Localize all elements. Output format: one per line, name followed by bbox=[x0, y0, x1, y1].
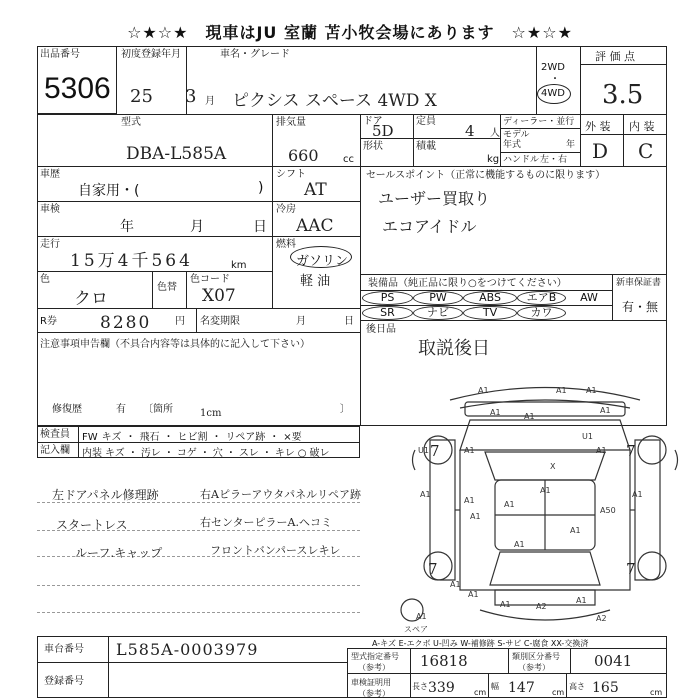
equipment-item-7: ナビ bbox=[413, 306, 463, 320]
checker-row-1-item: ・ bbox=[269, 432, 280, 443]
shift-value: AT bbox=[304, 180, 327, 200]
checker-row-1-item: ・ bbox=[163, 432, 174, 443]
checker-row-2-item: 破レ bbox=[309, 448, 330, 459]
equipment-item-1: PS bbox=[362, 291, 413, 305]
damage-mark: A1 bbox=[540, 486, 551, 495]
first-registration-label: 初度登録年月 bbox=[121, 49, 181, 60]
height-unit: cm bbox=[650, 688, 663, 697]
checker-row-2-item: ・ bbox=[163, 448, 174, 459]
warranty-label: 新車保証書 bbox=[616, 278, 662, 288]
first-registration-month-unit: 月 bbox=[205, 96, 215, 107]
color-code-label: 色コード bbox=[190, 274, 230, 285]
name-change-label: 名変期限 bbox=[200, 316, 240, 327]
back-order-label: 後日品 bbox=[366, 324, 396, 335]
color-code-value: X07 bbox=[202, 286, 236, 306]
checker-row-2 bbox=[82, 444, 332, 459]
checker-row-1-item: ヒビ割 bbox=[177, 432, 208, 443]
recycle-value: 8280 bbox=[100, 313, 152, 333]
length-label: 長さ bbox=[412, 682, 428, 691]
checker-row-1 bbox=[82, 428, 306, 443]
equipment-label: 装備品（純正品に限り○をつけてください） bbox=[368, 278, 567, 289]
drive-2wd: 2WD bbox=[541, 62, 565, 73]
color-label: 色 bbox=[40, 274, 50, 285]
capacity-unit: 人 bbox=[490, 128, 500, 139]
damage-mark: A1 bbox=[468, 590, 479, 599]
checker-row-2-item: 汚レ bbox=[140, 448, 161, 459]
damage-mark: A1 bbox=[576, 596, 587, 605]
checker-row-1-item: 飛石 bbox=[139, 432, 160, 443]
model-name-value: ピクシス スペース 4WD X bbox=[232, 91, 437, 111]
damage-mark: A1 bbox=[632, 490, 643, 499]
equipment-item-6: SR bbox=[362, 306, 413, 320]
reg-cert-sub: （参考） bbox=[358, 689, 390, 698]
checker-row-1-item: キズ bbox=[101, 432, 122, 443]
chassis-value: L585A-0003979 bbox=[116, 640, 259, 659]
fuel-label: 燃料 bbox=[276, 239, 296, 250]
damage-mark: A1 bbox=[596, 446, 607, 455]
equipment-item-3: ABS bbox=[463, 291, 517, 305]
checker-row-2-item: スレ bbox=[238, 448, 259, 459]
model-year-label-2: 年式 bbox=[503, 140, 522, 150]
history-value: 自家用・( bbox=[78, 183, 140, 199]
height-value: 165 bbox=[592, 680, 619, 696]
recycle-label: R券 bbox=[40, 316, 57, 327]
mileage-value: 15万4千564 bbox=[70, 251, 193, 271]
damage-mark: U1 bbox=[582, 432, 593, 441]
width-label: 幅 bbox=[491, 682, 499, 691]
damage-mark: A1 bbox=[478, 386, 489, 395]
recycle-unit: 円 bbox=[175, 316, 185, 327]
doors-value: 5D bbox=[372, 122, 394, 140]
first-registration-year: 25 bbox=[130, 86, 153, 107]
load-unit: kg bbox=[487, 154, 500, 165]
equipment-item-5: AW bbox=[580, 291, 598, 304]
fuel-gasoline-circle bbox=[290, 246, 352, 268]
dealer-label: ディーラー・並行 bbox=[503, 117, 575, 127]
inspection-year-unit: 年 bbox=[120, 219, 134, 235]
checker-row-2-item: キズ bbox=[105, 448, 125, 459]
class-value: 0041 bbox=[594, 652, 633, 670]
inspection-day-unit: 日 bbox=[253, 219, 267, 235]
checker-row-1-item: リペア跡 bbox=[225, 432, 266, 443]
damage-mark: A50 bbox=[600, 506, 616, 515]
damage-legend: A-キズ E-エクボ U-凹み W-補修跡 S-サビ C-腐食 XX-交換済 bbox=[372, 639, 589, 648]
damage-mark: A1 bbox=[586, 386, 597, 395]
history-label: 車歴 bbox=[40, 169, 60, 180]
mileage-unit: km bbox=[231, 260, 247, 271]
checker-row-2-item: ・ bbox=[127, 448, 138, 459]
model-name-label: 車名・グレード bbox=[220, 49, 290, 60]
notes-label: 注意事項申告欄（不具合内容等は具体的に記入して下さい） bbox=[40, 339, 310, 350]
checker-row-2-item: ・ bbox=[225, 448, 236, 459]
handwritten-note-3: スタートレス bbox=[56, 518, 128, 532]
tire-mark: 7 bbox=[428, 560, 438, 578]
damage-mark: A1 bbox=[570, 526, 581, 535]
damage-mark: A1 bbox=[600, 406, 611, 415]
checker-row-1-item: FW bbox=[82, 432, 98, 443]
damage-mark: A1 bbox=[464, 446, 475, 455]
color-value: クロ bbox=[74, 289, 108, 309]
damage-mark: X bbox=[550, 462, 556, 471]
lot-number-value: 5306 bbox=[44, 72, 111, 105]
checker-label-2: 記入欄 bbox=[40, 445, 70, 456]
type-cert-sub: （参考） bbox=[358, 663, 390, 672]
name-change-month-unit: 月 bbox=[296, 316, 306, 327]
handle-options: 左・右 bbox=[540, 155, 568, 165]
sales-point-label: セールスポイント（正常に機能するものに限ります） bbox=[366, 170, 606, 181]
damage-mark: A2 bbox=[596, 614, 607, 623]
checker-label-1: 検査員 bbox=[40, 429, 70, 440]
reg-cert-label: 車検証明用 bbox=[351, 678, 391, 687]
damage-mark: A1 bbox=[420, 490, 431, 499]
shift-label: シフト bbox=[276, 169, 306, 180]
handwritten-note-4: 右センターピラーA.ヘコミ bbox=[200, 516, 332, 529]
tire-mark: 7 bbox=[626, 560, 636, 578]
checker-row-2-item: 内装 bbox=[82, 448, 102, 459]
fuel-gasoline: ガソリン bbox=[296, 254, 349, 269]
damage-mark: A1 bbox=[490, 408, 501, 417]
equipment-item-9: カワ bbox=[517, 306, 566, 320]
handwritten-note-6: フロントバンパースレキレ bbox=[210, 544, 341, 557]
sales-point-line-1: ユーザー買取り bbox=[378, 189, 491, 208]
tire-mark: 7 bbox=[430, 442, 440, 460]
interior-label: 内 装 bbox=[629, 120, 655, 133]
equipment-item-8: TV bbox=[463, 306, 517, 320]
sales-point-line-2: エコアイドル bbox=[382, 217, 477, 236]
height-label: 高さ bbox=[569, 682, 585, 691]
checker-note-top: 1cm bbox=[200, 408, 222, 419]
damage-mark: U1 bbox=[418, 446, 429, 455]
damage-mark: A1 bbox=[514, 540, 525, 549]
model-year-unit: 年 bbox=[566, 140, 576, 150]
checker-row-1-item: ・ bbox=[125, 432, 136, 443]
inspection-month-unit: 月 bbox=[190, 219, 204, 235]
checker-row-2-item: 穴 bbox=[212, 448, 223, 459]
damage-mark: A1 bbox=[450, 580, 461, 589]
checker-row-2-item: コゲ bbox=[176, 448, 197, 459]
displacement-label: 排気量 bbox=[276, 117, 306, 128]
length-unit: cm bbox=[474, 688, 487, 697]
color-change-label: 色替 bbox=[157, 282, 177, 293]
handwritten-note-2: 右Aピラーアウタパネルリペア跡 bbox=[200, 488, 361, 501]
damage-mark: A1 bbox=[556, 386, 567, 395]
repair-bracket-open: 〔箇所 bbox=[143, 404, 173, 415]
interior-value: C bbox=[638, 139, 654, 163]
displacement-value: 660 bbox=[288, 146, 319, 165]
name-change-day-unit: 日 bbox=[344, 316, 354, 327]
checker-row-2-item: ・ bbox=[199, 448, 210, 459]
checker-row-2-item: キレ bbox=[274, 448, 295, 459]
warranty-value: 有・無 bbox=[622, 300, 659, 314]
load-label: 積載 bbox=[416, 141, 436, 152]
type-cert-label: 型式指定番号 bbox=[351, 652, 399, 661]
shape-label: 形状 bbox=[363, 141, 383, 152]
drive-4wd-circle bbox=[537, 84, 571, 104]
repair-history-value: 有 bbox=[116, 404, 126, 415]
checker-row-2-item: ・ bbox=[261, 448, 272, 459]
model-code-value: DBA-L585A bbox=[126, 144, 227, 164]
width-value: 147 bbox=[508, 680, 535, 696]
damage-mark: A1 bbox=[500, 600, 511, 609]
drive-4wd: 4WD bbox=[541, 88, 565, 99]
doors-label: ドア bbox=[363, 116, 383, 127]
width-unit: cm bbox=[552, 688, 565, 697]
spare-label: スペア bbox=[404, 625, 428, 634]
cooling-value: AAC bbox=[296, 216, 334, 236]
damage-mark: A1 bbox=[504, 500, 515, 509]
equipment-item-2: PW bbox=[413, 291, 463, 305]
class-label: 類別区分番号 bbox=[512, 652, 560, 661]
damage-mark: A1 bbox=[524, 412, 535, 421]
damage-mark: A1 bbox=[470, 512, 481, 521]
damage-mark: A1 bbox=[464, 496, 475, 505]
handwritten-note-1: 左ドアパネル修理跡 bbox=[52, 488, 159, 502]
chassis-label: 車台番号 bbox=[44, 644, 84, 655]
handle-label: ハンドル bbox=[503, 155, 540, 165]
length-value: 339 bbox=[428, 680, 455, 696]
damage-mark: A1 bbox=[416, 612, 427, 621]
class-sub: （参考） bbox=[518, 663, 550, 672]
model-year-label-1: モデル bbox=[503, 130, 530, 140]
lot-number-label: 出品番号 bbox=[40, 49, 80, 60]
checker-row-1-item: ・ bbox=[211, 432, 222, 443]
capacity-value: 4 bbox=[465, 122, 475, 140]
tire-mark: 7 bbox=[626, 442, 636, 460]
handwritten-note-5: ルーフ.キャップ bbox=[75, 546, 163, 560]
banner: ☆★☆★ 現車はJU 室蘭 苫小牧会場にあります ☆★☆★ bbox=[127, 23, 573, 42]
first-registration-month: 3 bbox=[185, 86, 197, 107]
mileage-label: 走行 bbox=[40, 239, 60, 250]
capacity-label: 定員 bbox=[416, 116, 436, 127]
repair-bracket-close: 〕 bbox=[340, 404, 350, 415]
type-cert-value: 16818 bbox=[420, 652, 468, 670]
history-close: ) bbox=[258, 180, 264, 196]
model-code-label: 型式 bbox=[121, 117, 141, 128]
back-order-value: 取説後日 bbox=[418, 338, 490, 359]
equipment-item-4: エアB bbox=[517, 291, 566, 305]
exterior-label: 外 装 bbox=[585, 120, 611, 133]
checker-row-1-item: ×要 bbox=[283, 432, 302, 443]
displacement-unit: cc bbox=[343, 154, 354, 165]
repair-history-label: 修復歴 bbox=[52, 404, 82, 415]
damage-mark: A2 bbox=[536, 602, 547, 611]
car-damage-diagram bbox=[400, 380, 690, 640]
checker-row-2-item: ○ bbox=[297, 448, 307, 459]
registration-label: 登録番号 bbox=[44, 676, 84, 687]
cooling-label: 冷房 bbox=[276, 204, 296, 215]
drive-dot: ・ bbox=[550, 74, 560, 85]
exterior-value: D bbox=[592, 139, 609, 163]
fuel-diesel: 軽 油 bbox=[300, 274, 331, 289]
inspection-label: 車検 bbox=[40, 204, 60, 215]
rating-label: 評 価 点 bbox=[595, 50, 635, 63]
rating-value: 3.5 bbox=[602, 80, 644, 110]
